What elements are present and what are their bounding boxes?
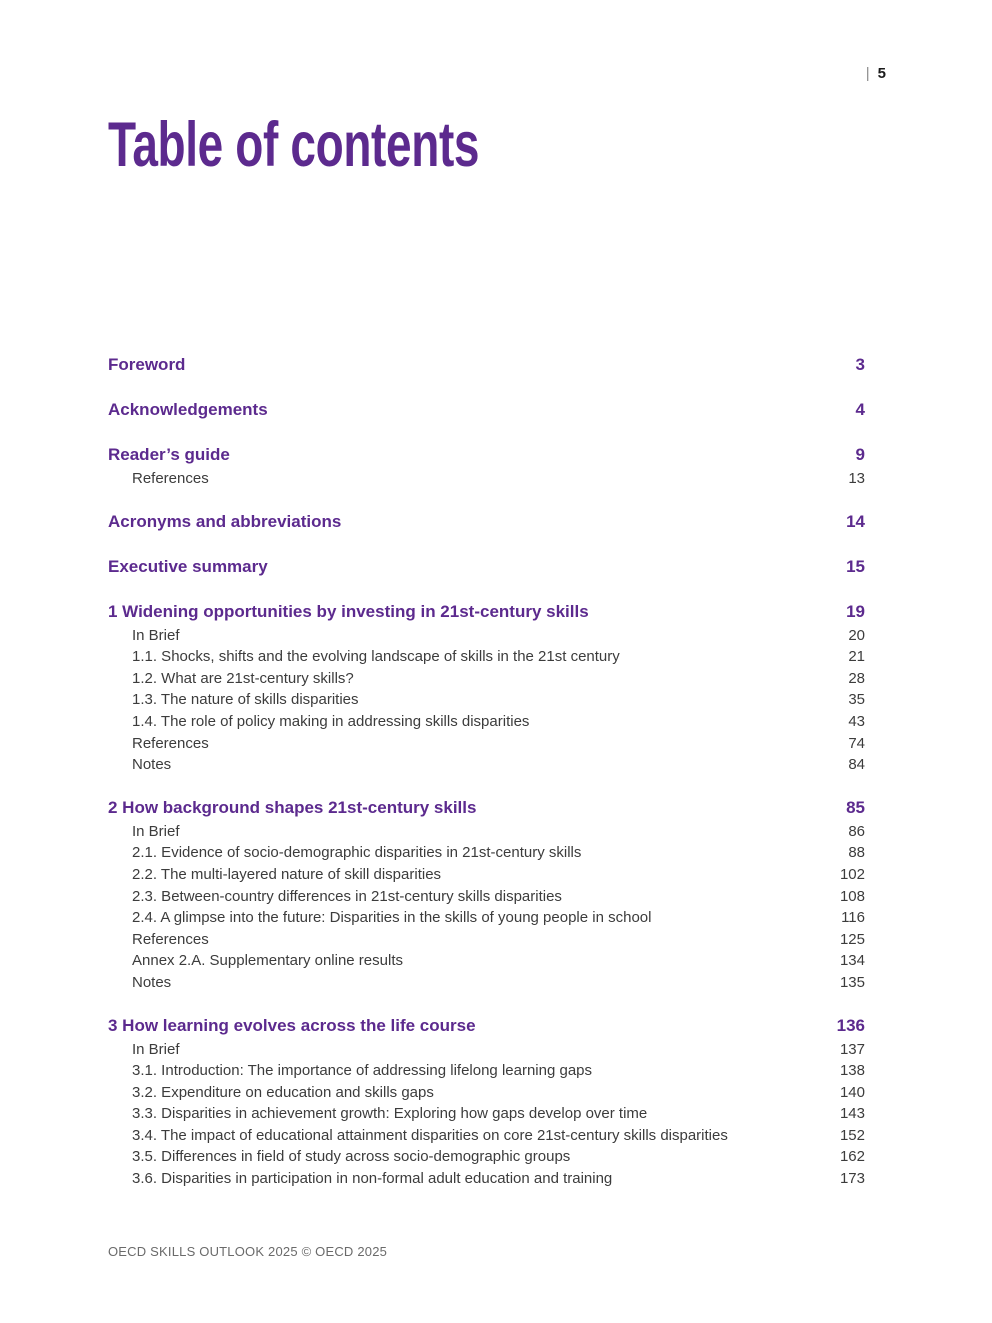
- toc-entry-page: 88: [848, 844, 865, 862]
- toc-entry[interactable]: [108, 907, 865, 929]
- toc-entry[interactable]: [108, 864, 865, 886]
- toc-entry[interactable]: [108, 1125, 865, 1147]
- toc-entry-label: 1.2. What are 21st-century skills?: [132, 669, 354, 687]
- toc-entry-label: 1.1. Shocks, shifts and the evolving landscape of skills in the 21st century: [132, 648, 620, 666]
- toc-entry-page: 135: [839, 973, 865, 991]
- toc-entry-label: Notes: [132, 973, 172, 991]
- toc-entry-label: 2.3. Between-country differences in 21st-century skills disparities: [132, 887, 562, 905]
- toc-entry[interactable]: [108, 625, 865, 647]
- toc-entry[interactable]: [108, 1060, 865, 1082]
- toc-entry-label: Executive summary: [108, 556, 268, 576]
- toc-entry-page: 20: [848, 626, 865, 644]
- toc-entry[interactable]: [108, 821, 865, 843]
- toc-entry[interactable]: [108, 1146, 865, 1168]
- toc-entry-label: 2.1. Evidence of socio-demographic disparities in 21st-century skills: [132, 844, 582, 862]
- toc-entry[interactable]: [108, 668, 865, 690]
- toc-entry-label: 2.4. A glimpse into the future: Disparities in the skills of young people in school: [132, 909, 652, 927]
- toc-entry-page: 13: [848, 470, 865, 487]
- toc-entry-label: 1.4. The role of policy making in addressing skills disparities: [132, 712, 530, 730]
- toc-entry-page: 136: [836, 1015, 865, 1035]
- toc-entry[interactable]: [108, 442, 865, 468]
- toc-entry-label: 3.5. Differences in field of study across socio-demographic groups: [132, 1148, 571, 1166]
- toc-list: [108, 352, 865, 1190]
- toc-entry-page: 28: [848, 669, 865, 687]
- toc-entry-label: Acknowledgements: [108, 400, 268, 419]
- toc-entry-label: 3.2. Expenditure on education and skills gaps: [132, 1083, 434, 1101]
- toc-entry-label: 3.4. The impact of educational attainment disparities on core 21st-century skills disparities: [132, 1126, 728, 1144]
- toc-entry-label: Foreword: [108, 355, 186, 374]
- toc-entry-page: 19: [846, 601, 865, 621]
- toc-entry[interactable]: [108, 886, 865, 908]
- toc-entry-page: 134: [839, 952, 865, 970]
- toc-entry-page: 162: [839, 1148, 865, 1166]
- toc-entry-page: 116: [841, 909, 865, 927]
- toc-entry-label: In Brief: [132, 1040, 180, 1058]
- toc-entry-label: 3 How learning evolves across the life course: [108, 1015, 476, 1035]
- toc-entry-page: 173: [839, 1170, 865, 1188]
- toc-entry[interactable]: [108, 1168, 865, 1190]
- toc-entry[interactable]: [108, 1039, 865, 1061]
- toc-entry-page: 35: [848, 691, 865, 709]
- toc-entry-page: 86: [848, 822, 865, 840]
- toc-entry[interactable]: [108, 599, 865, 625]
- toc-entry-page: 108: [839, 887, 865, 905]
- toc-entry-page: 138: [839, 1062, 865, 1080]
- toc-entry-page: 125: [839, 930, 865, 948]
- toc-entry-page: 21: [848, 648, 865, 666]
- toc-entry-label: References: [132, 930, 209, 948]
- toc-entry-label: In Brief: [132, 626, 180, 644]
- toc-entry[interactable]: [108, 754, 865, 776]
- toc-entry-label: 3.3. Disparities in achievement growth: Exploring how gaps develop over time: [132, 1105, 648, 1123]
- header-page-number: 5: [877, 65, 886, 82]
- toc-entry-page: 152: [839, 1126, 865, 1144]
- toc-entry-page: 143: [839, 1105, 865, 1123]
- toc-entry[interactable]: [108, 795, 865, 821]
- toc-entry[interactable]: [108, 929, 865, 951]
- header-separator: |: [865, 65, 870, 82]
- toc-entry-label: In Brief: [132, 822, 180, 840]
- toc-entry-page: 15: [846, 556, 865, 576]
- page-title: Table of contents: [108, 110, 480, 180]
- toc-entry[interactable]: [108, 1103, 865, 1125]
- page-footer: OECD SKILLS OUTLOOK 2025 © OECD 2025: [108, 1244, 388, 1259]
- toc-entry[interactable]: [108, 646, 865, 668]
- toc-entry-label: 3.6. Disparities in participation in non-formal adult education and training: [132, 1170, 613, 1188]
- toc-entry-label: 2.2. The multi-layered nature of skill disparities: [132, 865, 442, 883]
- toc-entry-page: 85: [846, 797, 865, 817]
- toc-entry[interactable]: [108, 733, 865, 755]
- toc-entry[interactable]: [108, 397, 865, 423]
- toc-entry-label: Acronyms and abbreviations: [108, 511, 342, 531]
- toc-entry-page: 9: [855, 445, 865, 464]
- toc-entry[interactable]: [108, 1013, 865, 1039]
- toc-entry[interactable]: [108, 972, 865, 994]
- toc-entry[interactable]: [108, 950, 865, 972]
- toc-entry-label: 1.3. The nature of skills disparities: [132, 691, 359, 709]
- toc-entry[interactable]: [108, 554, 865, 580]
- toc-entry[interactable]: [108, 689, 865, 711]
- toc-entry-label: References: [132, 470, 209, 487]
- toc-entry-label: 1 Widening opportunities by investing in 21st-century skills: [108, 601, 589, 621]
- toc-entry-page: 3: [855, 355, 865, 374]
- toc-entry-label: 3.1. Introduction: The importance of addressing lifelong learning gaps: [132, 1062, 593, 1080]
- toc-entry-page: 102: [839, 865, 865, 883]
- toc-entry-page: 14: [846, 511, 865, 531]
- toc-entry-page: 74: [848, 734, 865, 752]
- toc-entry-label: 2 How background shapes 21st-century skills: [108, 797, 477, 817]
- toc-entry-label: Reader’s guide: [108, 445, 230, 464]
- page-header: [866, 63, 886, 85]
- toc-entry[interactable]: [108, 842, 865, 864]
- toc-entry[interactable]: [108, 711, 865, 733]
- toc-entry-page: 84: [848, 756, 865, 774]
- toc-entry-page: 4: [855, 400, 865, 419]
- toc-entry-label: References: [132, 734, 209, 752]
- toc-entry[interactable]: [108, 468, 865, 490]
- toc-entry-label: Annex 2.A. Supplementary online results: [132, 952, 403, 970]
- toc-entry-label: Notes: [132, 756, 172, 774]
- toc-entry-page: 140: [839, 1083, 865, 1101]
- toc-entry-page: 137: [839, 1040, 865, 1058]
- toc-entry[interactable]: [108, 352, 865, 378]
- toc-entry[interactable]: [108, 1082, 865, 1104]
- toc-entry-page: 43: [848, 712, 865, 730]
- toc-entry[interactable]: [108, 509, 865, 535]
